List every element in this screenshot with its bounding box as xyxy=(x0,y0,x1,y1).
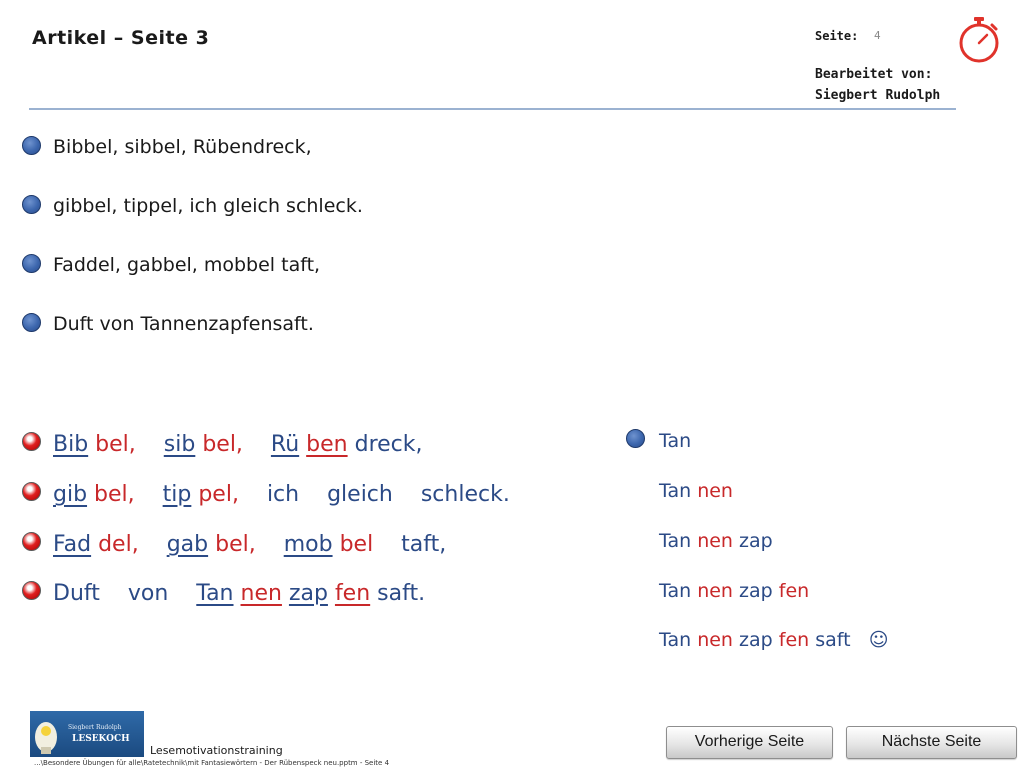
syllable: zap xyxy=(739,580,773,602)
syllable: ich xyxy=(266,482,300,507)
page-number: 4 xyxy=(874,29,881,42)
bullet-icon[interactable] xyxy=(626,429,645,448)
build-line-1 xyxy=(659,430,691,452)
syllable-gap xyxy=(191,482,198,507)
syllable-gap xyxy=(195,432,202,457)
syllable-gap xyxy=(234,581,241,606)
page-label: Seite: xyxy=(815,29,859,43)
syllable-gap xyxy=(256,532,284,557)
syllable: fen xyxy=(778,629,810,651)
syllable-gap xyxy=(88,432,95,457)
footer-brand: Lesemotivationstraining xyxy=(150,744,283,757)
build-line-2 xyxy=(659,480,733,502)
verse-line-2: gibbel, tippel, ich gleich schleck. xyxy=(53,195,363,217)
syllable: bel, xyxy=(94,482,135,507)
syllable: nen xyxy=(240,581,282,606)
verse-line-1: Bibbel, sibbel, Rübendreck, xyxy=(53,136,312,158)
syllable-gap xyxy=(243,432,271,457)
syllable: gab xyxy=(166,532,209,557)
syllable: bel, xyxy=(95,432,136,457)
footer-file-path: ...\Besondere Übungen für alle\Ratetechnik\mit Fantasiewörtern - Der Rübenspeck neu.pptm - Seite 4 xyxy=(34,759,390,767)
syllable: saft xyxy=(815,629,851,651)
syllable-gap xyxy=(87,482,94,507)
build-line-3 xyxy=(659,530,773,552)
syllable-line-2 xyxy=(53,482,510,507)
syllable: sib xyxy=(163,432,196,457)
syllable: Bib xyxy=(53,432,89,457)
edited-by-label: Bearbeitet von: xyxy=(815,67,933,82)
syllable-gap xyxy=(348,432,355,457)
syllable: schleck. xyxy=(420,482,510,507)
syllable: Tan xyxy=(659,629,692,651)
syllable-gap xyxy=(328,581,335,606)
bullet-icon[interactable] xyxy=(22,313,41,332)
syllable: tip xyxy=(162,482,192,507)
syllable-line-1 xyxy=(53,432,423,457)
syllable-line-4 xyxy=(53,581,425,606)
syllable-gap xyxy=(373,532,401,557)
logo-brand: LESEKOCH xyxy=(72,734,130,744)
syllable: gib xyxy=(53,482,88,507)
syllable: bel xyxy=(339,532,374,557)
syllable-gap xyxy=(135,482,163,507)
syllable: mob xyxy=(283,532,333,557)
syllable-gap xyxy=(393,482,421,507)
previous-page-button[interactable]: Vorherige Seite xyxy=(666,726,833,759)
syllable-gap xyxy=(91,532,98,557)
syllable: Tan xyxy=(659,430,692,452)
lesekoch-logo xyxy=(30,711,144,757)
syllable: fen xyxy=(778,580,810,602)
syllable: Fad xyxy=(53,532,92,557)
syllable: zap xyxy=(739,629,773,651)
syllable: ben xyxy=(306,432,348,457)
syllable: zap xyxy=(288,581,328,606)
header-divider xyxy=(29,108,956,110)
syllable: von xyxy=(127,581,169,606)
syllable-gap xyxy=(333,532,340,557)
syllable: Tan xyxy=(659,480,692,502)
bullet-red-icon[interactable] xyxy=(22,532,41,551)
syllable-gap xyxy=(282,581,289,606)
syllable-gap xyxy=(370,581,377,606)
syllable: pel, xyxy=(198,482,239,507)
syllable: gleich xyxy=(327,482,393,507)
bullet-red-icon[interactable] xyxy=(22,581,41,600)
edited-by-name: Siegbert Rudolph xyxy=(815,88,941,103)
build-line-4 xyxy=(659,580,809,602)
build-line-5 xyxy=(659,629,889,651)
verse-line-3: Faddel, gabbel, mobbel taft, xyxy=(53,254,321,276)
bullet-icon[interactable] xyxy=(22,254,41,273)
bullet-red-icon[interactable] xyxy=(22,482,41,501)
syllable-gap xyxy=(139,532,167,557)
stopwatch-icon[interactable] xyxy=(956,16,1002,64)
syllable: Tan xyxy=(659,580,692,602)
bullet-icon[interactable] xyxy=(22,136,41,155)
syllable: nen xyxy=(697,629,733,651)
syllable: saft. xyxy=(377,581,426,606)
syllable: Tan xyxy=(196,581,234,606)
bullet-icon[interactable] xyxy=(22,195,41,214)
syllable: dreck, xyxy=(354,432,423,457)
syllable-line-3 xyxy=(53,532,446,557)
syllable: Rü xyxy=(270,432,300,457)
syllable-gap xyxy=(100,581,128,606)
syllable-gap xyxy=(168,581,196,606)
logo-author: Siegbert Rudolph xyxy=(68,724,122,731)
page-title: Artikel – Seite 3 xyxy=(32,27,210,49)
syllable-gap xyxy=(136,432,164,457)
syllable: taft, xyxy=(401,532,447,557)
syllable: zap xyxy=(739,530,773,552)
syllable: nen xyxy=(697,530,733,552)
syllable: nen xyxy=(697,580,733,602)
syllable: ☺ xyxy=(850,629,889,651)
syllable: Tan xyxy=(659,530,692,552)
syllable-gap xyxy=(299,482,327,507)
syllable-gap xyxy=(239,482,267,507)
bullet-red-icon[interactable] xyxy=(22,432,41,451)
syllable: Duft xyxy=(53,581,100,606)
verse-line-4: Duft von Tannenzapfensaft. xyxy=(53,313,314,335)
syllable: bel, xyxy=(202,432,243,457)
syllable-gap xyxy=(299,432,306,457)
syllable: bel, xyxy=(215,532,256,557)
syllable-gap xyxy=(208,532,215,557)
syllable: fen xyxy=(334,581,371,606)
next-page-button[interactable]: Nächste Seite xyxy=(846,726,1017,759)
syllable: nen xyxy=(697,480,733,502)
syllable: del, xyxy=(98,532,139,557)
